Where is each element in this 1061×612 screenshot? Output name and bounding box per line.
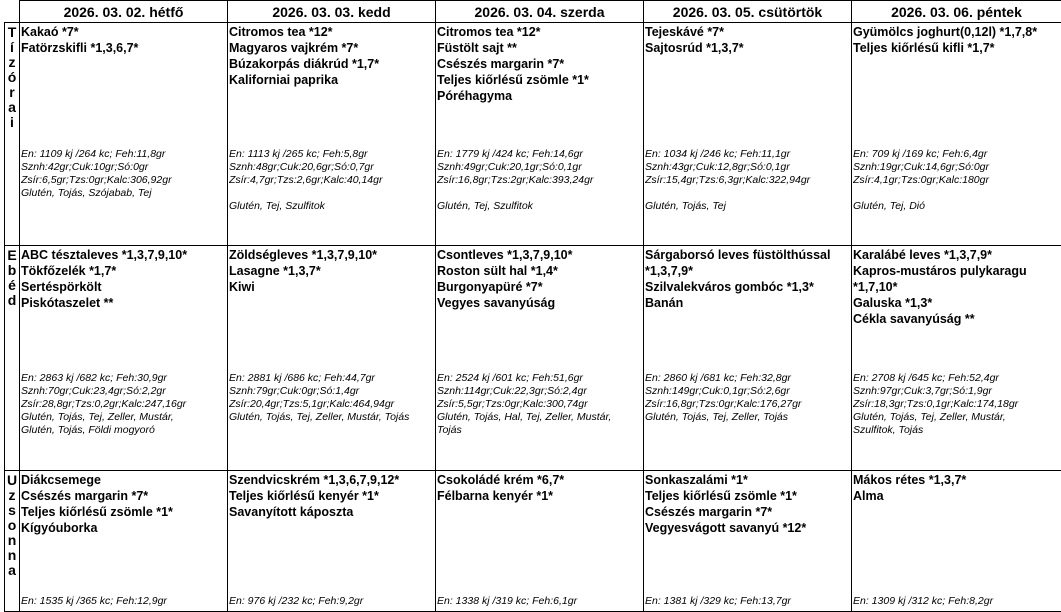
- nutrition-line: En: 1113 kj /265 kc; Feh:5,8gr: [229, 148, 435, 161]
- menu-cell: [852, 471, 1061, 612]
- dish-item: Roston sült hal *1,4*: [437, 263, 641, 279]
- menu-body: [5, 23, 1061, 612]
- dish-item: Teljes kiőrlésű zsömle *1*: [437, 72, 641, 88]
- dish-item: Alma: [853, 488, 1059, 504]
- nutrition-line: Zsír:20,4gr;Tzs:5,1gr;Kalc:464,94gr: [229, 398, 435, 411]
- dish-list: [228, 471, 435, 520]
- nutrition-line: En: 976 kj /232 kc; Feh:9,2gr: [229, 595, 435, 608]
- nutrition-info: [645, 372, 851, 424]
- allergen-line: Glutén, Tojás, Tej, Zeller, Mustár,: [853, 411, 1061, 424]
- meal-label-letter: z: [5, 55, 19, 70]
- dish-item: Csészés margarin *7*: [437, 56, 641, 72]
- nutrition-line: En: 1381 kj /329 kc; Feh:13,7gr: [645, 595, 851, 608]
- corner-cell: [5, 1, 20, 23]
- nutrition-line: Sznh:19gr;Cuk:14,6gr;Só:0gr: [853, 161, 1061, 174]
- nutrition-line: Zsír:16,8gr;Tzs:0gr;Kalc:176,27gr: [645, 398, 851, 411]
- dish-list: [852, 23, 1061, 56]
- nutrition-line: En: 709 kj /169 kc; Feh:6,4gr: [853, 148, 1061, 161]
- dish-item: Sárgaborsó leves füstölthússal: [645, 247, 849, 263]
- nutrition-line: Sznh:49gr;Cuk:20,1gr;Só:0,1gr: [437, 161, 643, 174]
- meal-label-letter: ó: [5, 70, 19, 85]
- allergen-line: Glutén, Tojás, Földi mogyoró: [21, 424, 227, 437]
- dish-item: ABC tésztaleves *1,3,7,9,10*: [21, 247, 225, 263]
- dish-item: Zöldségleves *1,3,7,9,10*: [229, 247, 433, 263]
- allergen-line: Glutén, Tej, Szulfitok: [437, 200, 643, 213]
- dish-item: Karalábé leves *1,3,7,9*: [853, 247, 1059, 263]
- nutrition-info: [229, 372, 435, 424]
- menu-cell: [436, 23, 644, 246]
- dish-item: Vegyes savanyúság: [437, 295, 641, 311]
- nutrition-line: En: 1034 kj /246 kc; Feh:11,1gr: [645, 148, 851, 161]
- allergen-list: [21, 187, 227, 200]
- day-header-thursday: 2026. 03. 05. csütörtök: [644, 1, 852, 23]
- nutrition-line: Zsír:16,8gr;Tzs:2gr;Kalc:393,24gr: [437, 174, 643, 187]
- dish-item: Cékla savanyúság **: [853, 311, 1059, 327]
- meal-label-letter: é: [5, 278, 19, 293]
- menu-cell: [228, 471, 436, 612]
- allergen-list: [645, 411, 851, 424]
- dish-item: Félbarna kenyér *1*: [437, 488, 641, 504]
- meal-label-letter: E: [5, 248, 19, 263]
- nutrition-line: Sznh:149gr;Cuk:0,1gr;Só:2,6gr: [645, 385, 851, 398]
- nutrition-line: Zsír:28,8gr;Tzs:0,2gr;Kalc:247,16gr: [21, 398, 227, 411]
- allergen-list: [437, 411, 643, 437]
- dish-item: Tejeskávé *7*: [645, 24, 849, 40]
- dish-list: [20, 471, 227, 536]
- dish-item: Sonkaszalámi *1*: [645, 472, 849, 488]
- meal-label-uzsonna: [5, 471, 20, 612]
- dish-item: Galuska *1,3*: [853, 295, 1059, 311]
- nutrition-line: Sznh:42gr;Cuk:10gr;Só:0gr: [21, 161, 227, 174]
- nutrition-line: En: 2708 kj /645 kc; Feh:52,4gr: [853, 372, 1061, 385]
- allergen-list: [21, 411, 227, 437]
- nutrition-line: Zsír:15,4gr;Tzs:6,3gr;Kalc:322,94gr: [645, 174, 851, 187]
- dish-item: Búzakorpás diákrúd *1,7*: [229, 56, 433, 72]
- meal-label-letter: n: [5, 533, 19, 548]
- dish-item: Szilvalekváros gombóc *1,3*: [645, 279, 849, 295]
- nutrition-line: En: 2524 kj /601 kc; Feh:51,6gr: [437, 372, 643, 385]
- menu-cell: [20, 246, 228, 471]
- meal-row-ebed: [5, 246, 1061, 471]
- dish-list: [436, 471, 643, 504]
- nutrition-line: Sznh:43gr;Cuk:12,8gr;Só:0,1gr: [645, 161, 851, 174]
- day-header-wednesday: 2026. 03. 04. szerda: [436, 1, 644, 23]
- dish-item: Sertéspörkölt: [21, 279, 225, 295]
- meal-label-letter: n: [5, 548, 19, 563]
- nutrition-line: En: 1338 kj /319 kc; Feh:6,1gr: [437, 595, 643, 608]
- allergen-line: Glutén, Tojás, Hal, Tej, Zeller, Mustár,: [437, 411, 643, 424]
- dish-item: Tökfőzelék *1,7*: [21, 263, 225, 279]
- menu-cell: [644, 471, 852, 612]
- dish-item: Gyümölcs joghurt(0,12l) *1,7,8*: [853, 24, 1059, 40]
- meal-label-letter: z: [5, 488, 19, 503]
- nutrition-line: En: 1535 kj /365 kc; Feh:12,9gr: [21, 595, 227, 608]
- allergen-list: [229, 411, 435, 424]
- nutrition-line: En: 2863 kj /682 kc; Feh:30,9gr: [21, 372, 227, 385]
- nutrition-info: [21, 148, 227, 200]
- nutrition-info: [645, 148, 851, 213]
- dish-list: [644, 23, 851, 56]
- dish-item: Csészés margarin *7*: [21, 488, 225, 504]
- dish-list: [644, 246, 851, 311]
- dish-list: [436, 246, 643, 311]
- dish-item: Kiwi: [229, 279, 433, 295]
- dish-list: [228, 23, 435, 88]
- allergen-list: [853, 187, 1061, 213]
- meal-label-tizorai: [5, 23, 20, 246]
- dish-list: [852, 246, 1061, 327]
- meal-label-letter: U: [5, 473, 19, 488]
- dish-item: Teljes kiőrlésű kifli *1,7*: [853, 40, 1059, 56]
- menu-cell: [436, 471, 644, 612]
- allergen-line: [645, 187, 851, 200]
- meal-label-letter: o: [5, 518, 19, 533]
- nutrition-info: [21, 372, 227, 437]
- allergen-line: [229, 187, 435, 200]
- day-header-row: [5, 1, 1061, 23]
- nutrition-line: Zsír:4,1gr;Tzs:0gr;Kalc:180gr: [853, 174, 1061, 187]
- dish-item: Kígyóuborka: [21, 520, 225, 536]
- nutrition-info: [853, 595, 1061, 608]
- nutrition-info: [437, 595, 643, 608]
- allergen-line: Glutén, Tojás, Tej, Zeller, Tojás: [645, 411, 851, 424]
- allergen-line: [437, 187, 643, 200]
- nutrition-line: En: 1109 kj /264 kc; Feh:11,8gr: [21, 148, 227, 161]
- menu-cell: [644, 23, 852, 246]
- dish-item: Sajtosrúd *1,3,7*: [645, 40, 849, 56]
- dish-item: Burgonyapüré *7*: [437, 279, 641, 295]
- dish-list: [436, 23, 643, 104]
- allergen-line: Glutén, Tojás, Tej, Zeller, Mustár, Tojás: [229, 411, 435, 424]
- nutrition-line: Sznh:114gr;Cuk:22,3gr;Só:2,4gr: [437, 385, 643, 398]
- dish-item: *1,3,7,9*: [645, 263, 849, 279]
- dish-item: Teljes kiőrlésű zsömle *1*: [21, 504, 225, 520]
- menu-cell: [644, 246, 852, 471]
- dish-item: Csontleves *1,3,7,9,10*: [437, 247, 641, 263]
- dish-item: Kakaó *7*: [21, 24, 225, 40]
- allergen-line: Glutén, Tej, Dió: [853, 200, 1061, 213]
- dish-item: Mákos rétes *1,3,7*: [853, 472, 1059, 488]
- meal-label-letter: r: [5, 85, 19, 100]
- allergen-line: [853, 187, 1061, 200]
- dish-list: [20, 23, 227, 56]
- nutrition-line: En: 2881 kj /686 kc; Feh:44,7gr: [229, 372, 435, 385]
- allergen-line: Glutén, Tojás, Szójabab, Tej: [21, 187, 227, 200]
- nutrition-line: Sznh:48gr;Cuk:20,6gr;Só:0,7gr: [229, 161, 435, 174]
- dish-item: Banán: [645, 295, 849, 311]
- meal-label-letter: a: [5, 100, 19, 115]
- menu-cell: [20, 23, 228, 246]
- nutrition-info: [645, 595, 851, 608]
- allergen-line: Glutén, Tojás, Tej: [645, 200, 851, 213]
- day-header-tuesday: 2026. 03. 03. kedd: [228, 1, 436, 23]
- meal-label-ebed: [5, 246, 20, 471]
- dish-item: Diákcsemege: [21, 472, 225, 488]
- dish-item: Teljes kiőrlésű kenyér *1*: [229, 488, 433, 504]
- nutrition-info: [229, 148, 435, 213]
- dish-item: Teljes kiőrlésű zsömle *1*: [645, 488, 849, 504]
- nutrition-line: Zsír:6,5gr;Tzs:0gr;Kalc:306,92gr: [21, 174, 227, 187]
- nutrition-line: En: 1779 kj /424 kc; Feh:14,6gr: [437, 148, 643, 161]
- dish-item: Szendvicskrém *1,3,6,7,9,12*: [229, 472, 433, 488]
- dish-item: Kapros-mustáros pulykaragu: [853, 263, 1059, 279]
- nutrition-line: Zsír:4,7gr;Tzs:2,6gr;Kalc:40,14gr: [229, 174, 435, 187]
- dish-item: Kaliforniai paprika: [229, 72, 433, 88]
- dish-item: Magyaros vajkrém *7*: [229, 40, 433, 56]
- nutrition-info: [437, 372, 643, 437]
- meal-label-letter: b: [5, 263, 19, 278]
- allergen-line: Tojás: [437, 424, 643, 437]
- nutrition-info: [437, 148, 643, 213]
- allergen-list: [437, 187, 643, 213]
- nutrition-line: Sznh:70gr;Cuk:23,4gr;Só:2,2gr: [21, 385, 227, 398]
- menu-cell: [228, 246, 436, 471]
- menu-cell: [20, 471, 228, 612]
- allergen-list: [853, 411, 1061, 437]
- meal-label-letter: d: [5, 293, 19, 308]
- nutrition-line: Zsír:5,5gr;Tzs:0gr;Kalc:300,74gr: [437, 398, 643, 411]
- day-header-friday: 2026. 03. 06. péntek: [852, 1, 1061, 23]
- meal-label-letter: í: [5, 40, 19, 55]
- allergen-list: [229, 187, 435, 213]
- menu-cell: [852, 246, 1061, 471]
- allergen-line: Glutén, Tojás, Tej, Zeller, Mustár,: [21, 411, 227, 424]
- dish-item: Póréhagyma: [437, 88, 641, 104]
- dish-item: *1,7,10*: [853, 279, 1059, 295]
- meal-row-uzsonna: [5, 471, 1061, 612]
- meal-label-letter: a: [5, 563, 19, 578]
- menu-cell: [852, 23, 1061, 246]
- dish-list: [20, 246, 227, 311]
- dish-item: Citromos tea *12*: [229, 24, 433, 40]
- allergen-line: Szulfitok, Tojás: [853, 424, 1061, 437]
- dish-item: Csokoládé krém *6,7*: [437, 472, 641, 488]
- dish-item: Piskótaszelet **: [21, 295, 225, 311]
- nutrition-line: Zsír:18,3gr;Tzs:0,1gr;Kalc:174,18gr: [853, 398, 1061, 411]
- dish-item: Vegyesvágott savanyú *12*: [645, 520, 849, 536]
- meal-label-letter: i: [5, 115, 19, 130]
- dish-list: [228, 246, 435, 295]
- meal-row-tizorai: [5, 23, 1061, 246]
- dish-item: Lasagne *1,3,7*: [229, 263, 433, 279]
- dish-item: Savanyított káposzta: [229, 504, 433, 520]
- nutrition-info: [229, 595, 435, 608]
- nutrition-info: [21, 595, 227, 608]
- menu-cell: [436, 246, 644, 471]
- meal-label-letter: s: [5, 503, 19, 518]
- meal-label-letter: T: [5, 25, 19, 40]
- weekly-menu-table: [4, 0, 1061, 612]
- nutrition-line: Sznh:97gr;Cuk:3,7gr;Só:1,9gr: [853, 385, 1061, 398]
- nutrition-line: En: 2860 kj /681 kc; Feh:32,8gr: [645, 372, 851, 385]
- allergen-list: [645, 187, 851, 213]
- dish-item: Füstölt sajt **: [437, 40, 641, 56]
- dish-list: [644, 471, 851, 536]
- dish-item: Csészés margarin *7*: [645, 504, 849, 520]
- nutrition-line: En: 1309 kj /312 kc; Feh:8,2gr: [853, 595, 1061, 608]
- day-header-monday: 2026. 03. 02. hétfő: [20, 1, 228, 23]
- nutrition-line: Sznh:79gr;Cuk:0gr;Só:1,4gr: [229, 385, 435, 398]
- menu-cell: [228, 23, 436, 246]
- nutrition-info: [853, 148, 1061, 213]
- dish-item: Fatörzskifli *1,3,6,7*: [21, 40, 225, 56]
- allergen-line: Glutén, Tej, Szulfitok: [229, 200, 435, 213]
- dish-list: [852, 471, 1061, 504]
- nutrition-info: [853, 372, 1061, 437]
- dish-item: Citromos tea *12*: [437, 24, 641, 40]
